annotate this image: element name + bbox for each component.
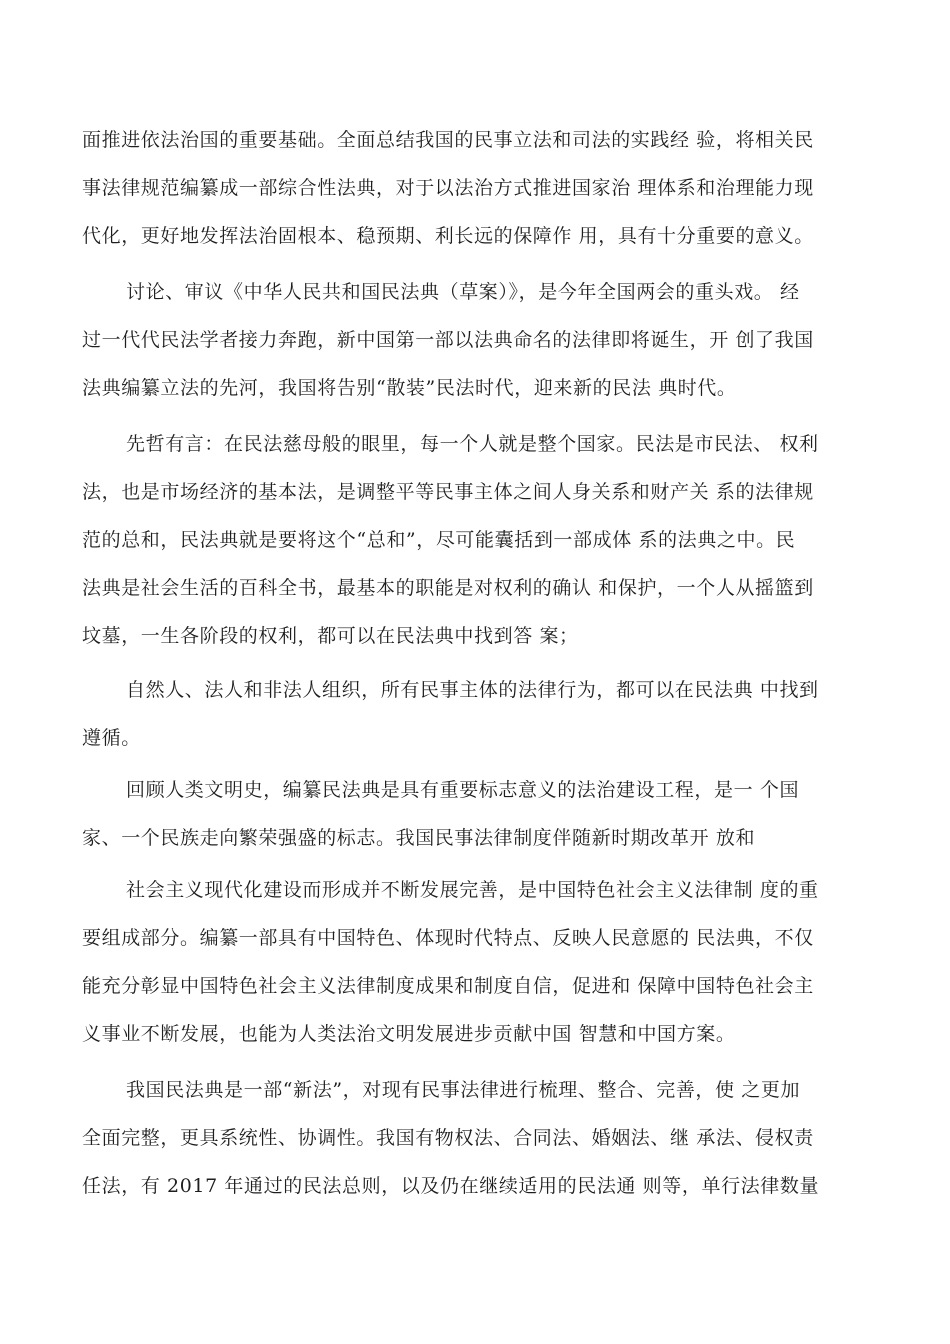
text-line: 我国民法典是一部“新法”，对现有民事法律进行梳理、整合、完善，使 之更加	[126, 1079, 801, 1101]
text-line: 法典编纂立法的先河，我国将告别“散装”民法时代，迎来新的民法 典时代。	[82, 377, 737, 399]
text-line: 全面完整，更具系统性、协调性。我国有物权法、合同法、婚姻法、继 承法、侵权责	[82, 1127, 814, 1149]
text-line: 能充分彰显中国特色社会主义法律制度成果和制度自信，促进和 保障中国特色社会主	[82, 975, 814, 997]
text-line: 自然人、法人和非法人组织，所有民事主体的法律行为，都可以在民法典 中找到	[126, 679, 819, 701]
text-line: 法，也是市场经济的基本法，是调整平等民事主体之间人身关系和财产关 系的法律规	[82, 481, 814, 503]
text-line: 过一代代民法学者接力奔跑，新中国第一部以法典命名的法律即将诞生，开 创了我国	[82, 329, 814, 351]
text-line: 面推进依法治国的重要基础。全面总结我国的民事立法和司法的实践经 验，将相关民	[82, 129, 814, 151]
text-line: 先哲有言：在民法慈母般的眼里，每一个人就是整个国家。民法是市民法、 权利	[126, 433, 819, 455]
text-line: 事法律规范编纂成一部综合性法典，对于以法治方式推进国家治 理体系和治理能力现	[82, 177, 814, 199]
text-line: 范的总和，民法典就是要将这个“总和”，尽可能囊括到一部成体 系的法典之中。民	[82, 529, 796, 551]
text-line: 代化，更好地发挥法治固根本、稳预期、利长远的保障作 用，具有十分重要的意义。	[82, 225, 814, 247]
text-line: 讨论、审议《中华人民共和国民法典（草案）》，是今年全国两会的重头戏。 经	[126, 281, 800, 303]
text-line: 要组成部分。编纂一部具有中国特色、体现时代特点、反映人民意愿的 民法典，不仅	[82, 927, 814, 949]
text-line: 法典是社会生活的百科全书，最基本的职能是对权利的确认 和保护，一个人从摇篮到	[82, 577, 814, 599]
text-line: 社会主义现代化建设而形成并不断发展完善，是中国特色社会主义法律制 度的重	[126, 879, 819, 901]
text-line: 任法，有 2017 年通过的民法总则，以及仍在继续适用的民法通 则等，单行法律数量	[82, 1175, 820, 1197]
text-line: 遵循。	[82, 727, 141, 749]
text-line: 家、一个民族走向繁荣强盛的标志。我国民事法律制度伴随新时期改革开 放和	[82, 827, 756, 849]
text-line: 回顾人类文明史，编纂民法典是具有重要标志意义的法治建设工程，是一 个国	[126, 779, 800, 801]
text-line: 义事业不断发展，也能为人类法治文明发展进步贡献中国 智慧和中国方案。	[82, 1023, 736, 1045]
text-line: 坟墓，一生各阶段的权利，都可以在民法典中找到答 案；	[82, 625, 579, 647]
